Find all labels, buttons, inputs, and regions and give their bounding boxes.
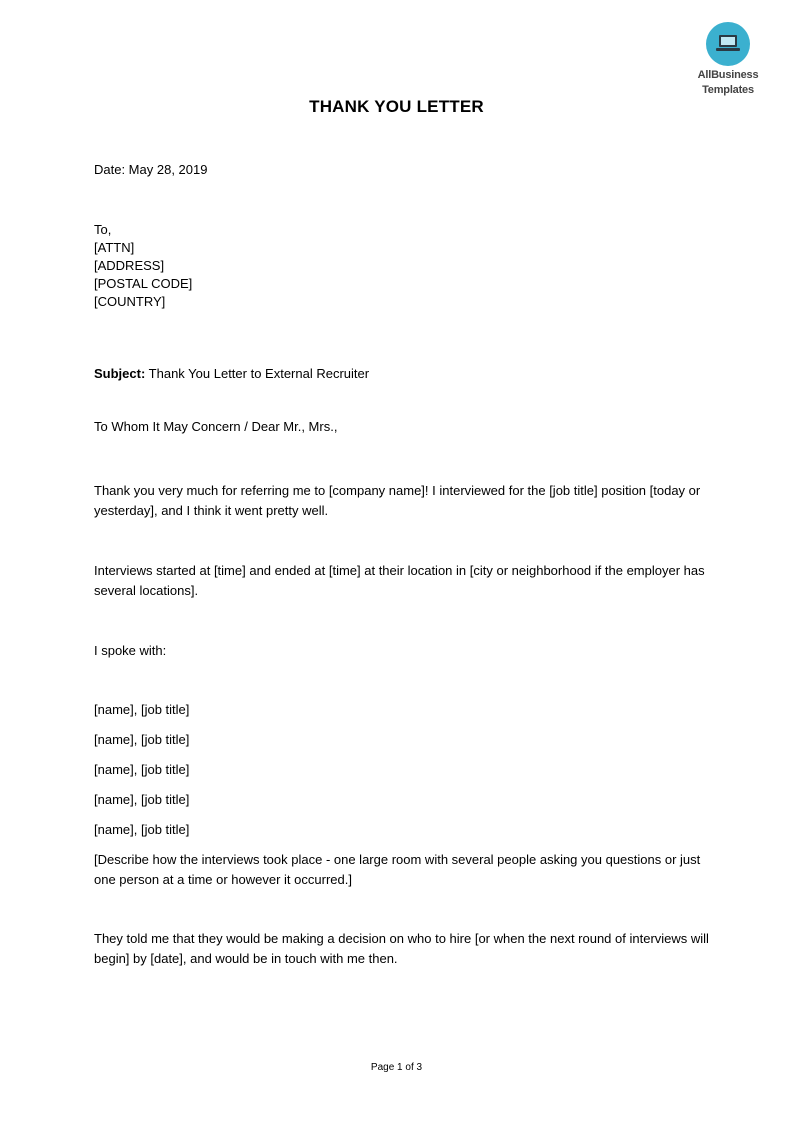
paragraph-referral: Thank you very much for referring me to [company name]! I interviewed for the [job title] position [today or yesterday], and I think it went pretty well. <box>94 483 701 518</box>
interviewer-item: [name], [job title] <box>94 792 190 807</box>
address-line-country: [COUNTRY] <box>94 294 166 309</box>
subject-line <box>94 365 369 383</box>
address-line-to: To, <box>94 222 112 237</box>
interviewer-item: [name], [job title] <box>94 702 190 717</box>
subject-label: Subject: <box>94 366 146 381</box>
interviewer-item: [name], [job title] <box>94 762 190 777</box>
paragraph-describe: [Describe how the interviews took place - one large room with several people asking you questions or just one person at a time or however it occurred.] <box>94 852 701 887</box>
date-line: Date: May 28, 2019 <box>94 162 208 177</box>
address-line-attn: [ATTN] <box>94 240 135 255</box>
address-line-address: [ADDRESS] <box>94 258 165 273</box>
interviewer-item: [name], [job title] <box>94 732 190 747</box>
address-line-postal-code: [POSTAL CODE] <box>94 276 193 291</box>
salutation: To Whom It May Concern / Dear Mr., Mrs., <box>94 419 338 434</box>
page-footer: Page 1 of 3 <box>370 1062 423 1073</box>
logo-text-line1: AllBusiness <box>697 69 759 81</box>
interviewer-item: [name], [job title] <box>94 822 190 837</box>
paragraph-interview-time: Interviews started at [time] and ended at [time] at their location in [city or neighborhood if the employer has several locations]. <box>94 563 705 598</box>
paragraph-closing: They told me that they would be making a decision on who to hire [or when the next round of interviews will begin] by [date], and would be in touch with me then. <box>94 931 709 966</box>
paragraph-spoke-with: I spoke with: <box>94 643 167 658</box>
company-logo <box>688 22 768 96</box>
logo-circle <box>706 22 750 66</box>
document-title: THANK YOU LETTER <box>309 97 484 116</box>
subject-text: Thank You Letter to External Recruiter <box>145 366 370 381</box>
logo-text-line2: Templates <box>702 84 754 96</box>
laptop-icon <box>715 33 741 53</box>
